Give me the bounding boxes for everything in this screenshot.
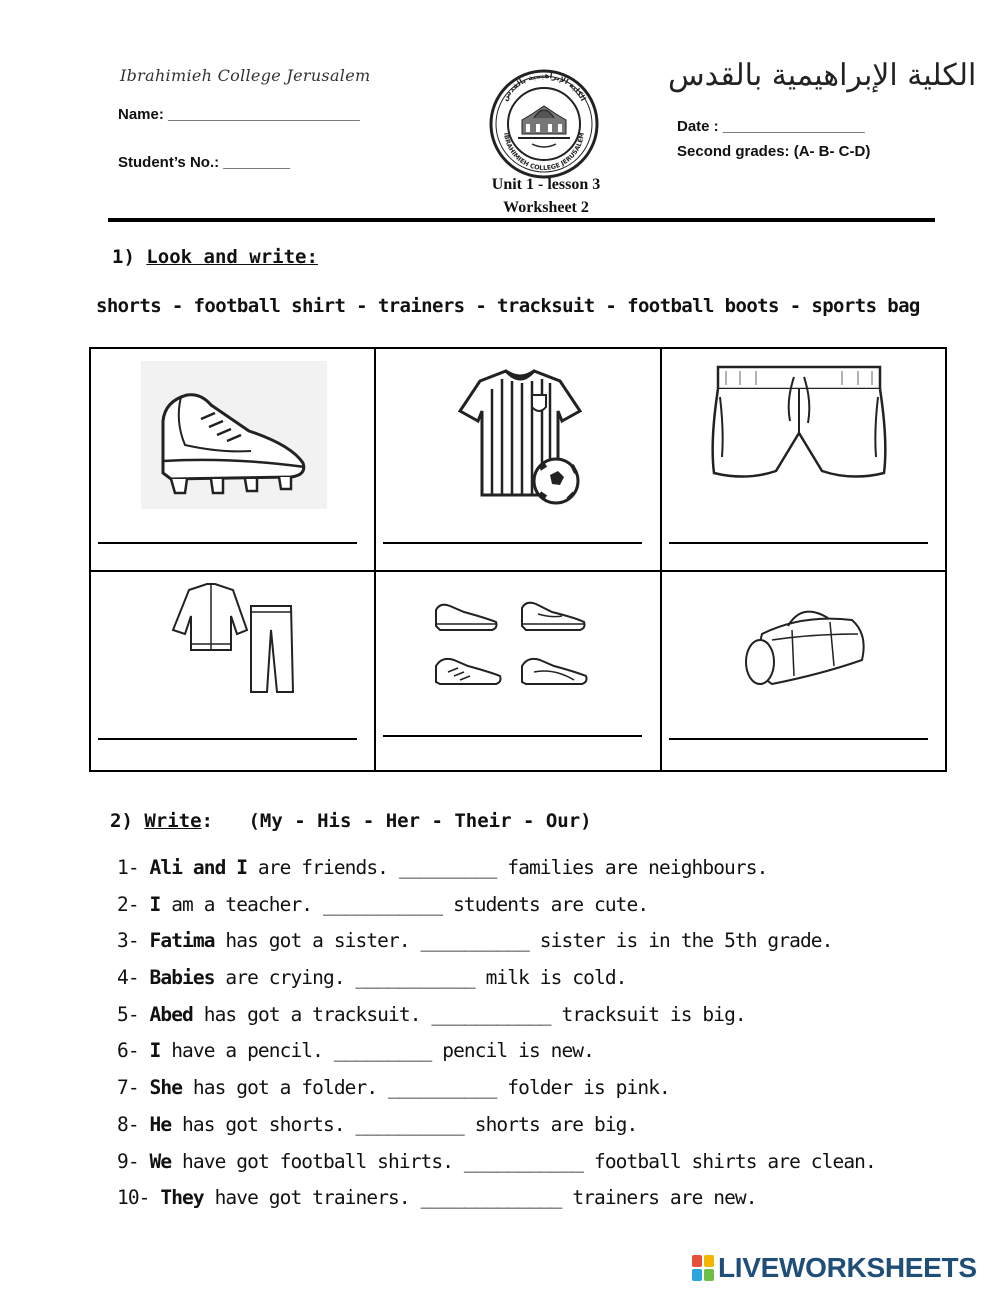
cell-football-boot xyxy=(90,348,375,571)
answer-blank[interactable]: ___________ xyxy=(322,893,443,916)
cell-sports-bag xyxy=(661,571,946,771)
sentence-3 xyxy=(117,929,832,952)
sentence-text: pencil is new. xyxy=(431,1039,594,1062)
picture-grid xyxy=(89,347,947,772)
section-1-title: Look and write: xyxy=(146,246,318,268)
school-name-english: Ibrahimieh College Jerusalem xyxy=(120,66,371,85)
liveworksheets-badge-icon xyxy=(692,1255,714,1281)
pronoun-options: (My - His - Her - Their - Our) xyxy=(248,810,592,832)
school-logo xyxy=(488,68,600,180)
section-2-number: 2) xyxy=(110,810,133,832)
section-2-title: Write xyxy=(144,810,202,832)
answer-blank[interactable] xyxy=(383,735,642,737)
student-number-label: Student’s No.: ________ xyxy=(118,154,291,171)
sentence-text: students are cute. xyxy=(442,893,649,916)
sentence-text: shorts are big. xyxy=(463,1113,638,1136)
cell-shorts xyxy=(661,348,946,571)
section-2-colon: : xyxy=(201,810,213,832)
sentence-9 xyxy=(117,1150,876,1173)
sentence-6 xyxy=(117,1039,594,1062)
sentence-7 xyxy=(117,1076,670,1099)
grades-label: Second grades: (A- B- C-D) xyxy=(677,143,871,160)
badge-square xyxy=(692,1269,702,1281)
answer-blank[interactable]: _________ xyxy=(398,856,497,879)
answer-blank[interactable]: _________ xyxy=(333,1039,432,1062)
tracksuit-picture xyxy=(167,580,301,698)
sentence-text: has got a folder. xyxy=(182,1076,389,1099)
sentence-text: tracksuit is big. xyxy=(550,1003,746,1026)
sentence-text: has got shorts. xyxy=(171,1113,356,1136)
sentence-4 xyxy=(117,966,627,989)
sentence-text: sister is in the 5th grade. xyxy=(528,929,833,952)
liveworksheets-logo[interactable] xyxy=(692,1252,977,1284)
sentence-subject: Abed xyxy=(149,1003,193,1026)
cell-tracksuit xyxy=(90,571,375,771)
sentence-text: have a pencil. xyxy=(160,1039,334,1062)
svg-text:الكلية الإبراهيمية بالقدس xyxy=(500,71,588,103)
answer-blank[interactable]: _____________ xyxy=(420,1186,562,1209)
sentence-subject: He xyxy=(149,1113,172,1136)
sentence-number: 3- xyxy=(117,929,150,952)
sentence-text: families are neighbours. xyxy=(496,856,768,879)
sentence-2 xyxy=(117,893,648,916)
sentence-5 xyxy=(117,1003,746,1026)
answer-blank[interactable] xyxy=(669,542,928,544)
sentence-text: are friends. xyxy=(247,856,399,879)
answer-blank[interactable]: ___________ xyxy=(463,1150,584,1173)
sentence-number: 2- xyxy=(117,893,150,916)
sentence-text: have got trainers. xyxy=(203,1186,421,1209)
sentence-text: trainers are new. xyxy=(561,1186,757,1209)
date-field-label: Date : _________________ xyxy=(677,118,865,135)
sentence-number: 7- xyxy=(117,1076,150,1099)
sentence-text: football shirts are clean. xyxy=(583,1150,876,1173)
section-2-heading xyxy=(110,810,592,832)
sentence-subject: I xyxy=(149,1039,161,1062)
answer-blank[interactable]: __________ xyxy=(388,1076,497,1099)
sentence-text: am a teacher. xyxy=(160,893,323,916)
answer-blank[interactable] xyxy=(669,738,928,740)
sentence-10 xyxy=(117,1186,757,1209)
cell-trainers xyxy=(375,571,660,771)
sentence-text: has got a tracksuit. xyxy=(192,1003,432,1026)
sentence-subject: She xyxy=(149,1076,183,1099)
football-boot-picture xyxy=(141,361,327,509)
sentence-1 xyxy=(117,856,767,879)
sentence-text: milk is cold. xyxy=(474,966,627,989)
sentence-number: 1- xyxy=(117,856,150,879)
sentence-text: have got football shirts. xyxy=(171,1150,464,1173)
answer-blank[interactable]: __________ xyxy=(355,1113,464,1136)
badge-square xyxy=(704,1255,714,1267)
sentence-number: 9- xyxy=(117,1150,150,1173)
badge-square xyxy=(692,1255,702,1267)
answer-blank[interactable]: ___________ xyxy=(431,1003,551,1026)
badge-square xyxy=(704,1269,714,1281)
word-bank: shorts - football shirt - trainers - tracksuit - football boots - sports bag xyxy=(96,295,920,317)
cell-football-shirt xyxy=(375,348,660,571)
sentence-number: 10- xyxy=(117,1186,161,1209)
shorts-picture xyxy=(706,361,892,511)
section-1-heading xyxy=(112,246,318,268)
sentence-text: has got a sister. xyxy=(214,929,421,952)
sentence-number: 4- xyxy=(117,966,150,989)
answer-blank[interactable]: __________ xyxy=(420,929,529,952)
sports-bag-picture xyxy=(732,604,872,694)
logo-text-arabic: الكلية الإبراهيمية بالقدس xyxy=(500,70,588,103)
sentence-subject: Fatima xyxy=(149,929,215,952)
answer-blank[interactable]: ___________ xyxy=(355,966,475,989)
name-field-label: Name: _______________________ xyxy=(118,106,360,123)
sentence-8 xyxy=(117,1113,637,1136)
section-1-number: 1) xyxy=(112,246,135,268)
sentence-subject: Ali and I xyxy=(149,856,248,879)
unit-title: Unit 1 - lesson 3 xyxy=(491,176,601,193)
worksheet-title: Worksheet 2 xyxy=(503,199,589,216)
trainers-picture xyxy=(434,596,600,694)
sentence-text: folder is pink. xyxy=(496,1076,670,1099)
school-name-arabic: الكلية الإبراهيمية بالقدس xyxy=(668,58,977,93)
sentence-number: 5- xyxy=(117,1003,150,1026)
liveworksheets-wordmark: LIVEWORKSHEETS xyxy=(718,1252,977,1283)
header-divider xyxy=(108,218,935,222)
sentence-text: are crying. xyxy=(214,966,356,989)
sentence-subject: I xyxy=(149,893,161,916)
answer-blank[interactable] xyxy=(98,738,357,740)
sentence-number: 8- xyxy=(117,1113,150,1136)
sentence-subject: Babies xyxy=(149,966,215,989)
sentence-number: 6- xyxy=(117,1039,150,1062)
football-shirt-picture xyxy=(450,361,590,507)
sentence-subject: We xyxy=(149,1150,172,1173)
logo-text-english: IBRAHIMIEH COLLEGE JERUSALEM xyxy=(502,132,586,173)
answer-blank[interactable] xyxy=(98,542,357,544)
answer-blank[interactable] xyxy=(383,542,642,544)
sentence-subject: They xyxy=(160,1186,204,1209)
